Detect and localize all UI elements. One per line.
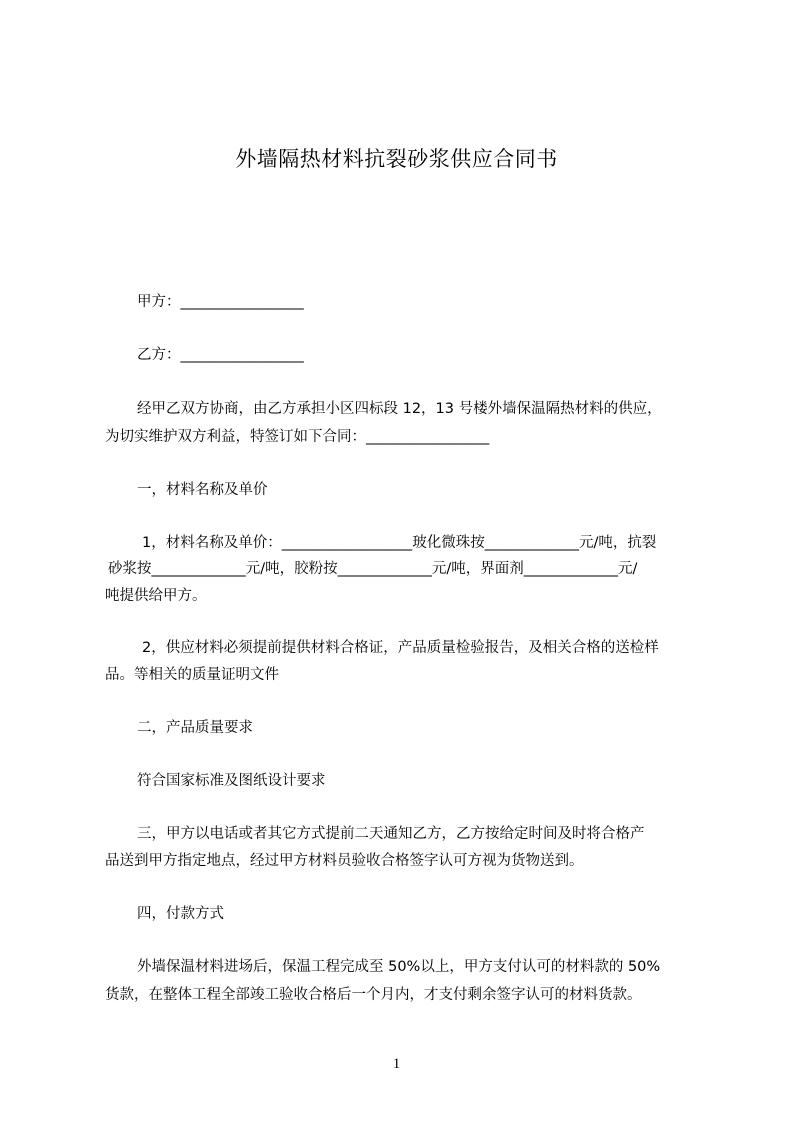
page-number: 1 (392, 1056, 401, 1072)
intro-line-1: 经甲乙双方协商，由乙方承担小区四标段 12，13 号楼外墙保温隔热材料的供应， (137, 401, 662, 417)
section-4-line-2: 货款，在整体工程全部竣工验收合格后一个月内，才支付剩余签字认可的材料货款。 (105, 987, 642, 1003)
section-1-item-1-line-2: 砂浆按_____________元/吨，胶粉按_____________元/吨，界面剂_____________元/ (108, 561, 638, 577)
section-1-item-1-line-1: 1，材料名称及单价：__________________玻化微珠按_____________元/吨，抗裂 (142, 535, 657, 551)
section-3-line-2: 品送到甲方指定地点，经过甲方材料员验收合格签字认可方视为货物送到。 (105, 853, 584, 869)
section-4-line-1: 外墙保温材料进场后，保温工程完成至 50%以上，甲方支付认可的材料款的 50% (137, 959, 661, 975)
section-1-item-2-line-2: 品。等相关的质量证明文件 (105, 667, 279, 683)
section-1-heading: 一，材料名称及单价 (137, 482, 268, 498)
section-3-line-1: 三，甲方以电话或者其它方式提前二天通知乙方，乙方按给定时间及时将合格产 (137, 826, 645, 842)
section-2-text: 符合国家标准及图纸设计要求 (137, 773, 326, 789)
intro-line-2: 为切实维护双方利益，特签订如下合同：_________________ (105, 429, 490, 445)
document-title: 外墙隔热材料抗裂砂浆供应合同书 (235, 147, 558, 171)
party-b-line: 乙方：_________________ (137, 347, 304, 363)
party-a-line: 甲方：_________________ (137, 294, 304, 310)
section-2-heading: 二，产品质量要求 (137, 720, 253, 736)
section-1-item-1-line-3: 吨提供给甲方。 (105, 588, 207, 604)
section-4-heading: 四，付款方式 (137, 906, 224, 922)
section-1-item-2-line-1: 2，供应材料必须提前提供材料合格证，产品质量检验报告，及相关合格的送检样 (142, 640, 659, 656)
